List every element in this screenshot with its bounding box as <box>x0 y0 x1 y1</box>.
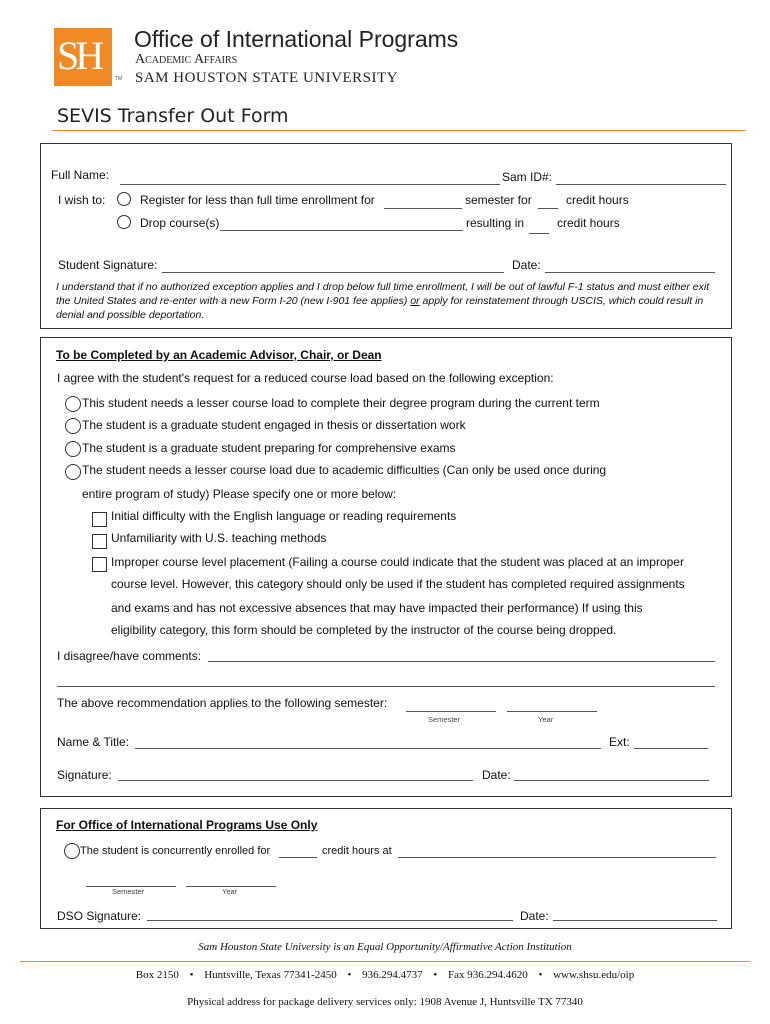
register-semester-field[interactable] <box>384 208 462 209</box>
sub-3-label-3: and exams and has not excessive absences that may have impacted their performance) If using this <box>111 601 643 615</box>
sub-3-label-4: eligibility category, this form should be completed by the instructor of the course being dropped. <box>111 623 617 637</box>
drop-course-field[interactable] <box>220 230 463 231</box>
exception-2-radio[interactable] <box>65 418 81 434</box>
disagree-label: I disagree/have comments: <box>57 649 202 663</box>
exception-3-radio[interactable] <box>65 441 81 457</box>
footer-rule <box>20 961 750 962</box>
sub-3-label: Improper course level placement (Failing a course could indicate that the student was placed at an improper <box>111 555 684 569</box>
full-name-label: Full Name: <box>51 168 110 182</box>
applies-label: The above recommendation applies to the following semester: <box>57 696 388 710</box>
sub-3-label-2: course level. However, this category should only be used if the student has completed required assignments <box>111 577 685 591</box>
dso-signature-field[interactable] <box>147 920 513 921</box>
name-title-label: Name & Title: <box>57 735 130 749</box>
register-radio[interactable] <box>117 192 131 206</box>
comments-field-1[interactable] <box>208 661 715 662</box>
concurrent-institution-field[interactable] <box>398 857 716 858</box>
advisor-semester-caption: Semester <box>428 715 461 724</box>
warning-text-2: apply for reinstatement through USCIS, which could result in denial and possible deportation. <box>56 295 704 321</box>
name-title-field[interactable] <box>135 748 601 749</box>
concurrent-credit-field[interactable] <box>279 857 317 858</box>
student-signature-label: Student Signature: <box>58 258 158 272</box>
fax-number: Fax 936.294.4620 <box>447 969 528 981</box>
exception-4-label-cont: entire program of study) Please specify one or more below: <box>82 487 397 501</box>
exception-4-label: The student needs a lesser course load due to academic difficulties (Can only be used once during <box>82 463 607 477</box>
exception-1-label: This student needs a lesser course load to complete their degree program during the current term <box>82 396 600 410</box>
sub-1-label: Initial difficulty with the English language or reading requirements <box>111 509 457 523</box>
city-address: Huntsville, Texas 77341-2450 <box>204 969 337 981</box>
exception-2-label: The student is a graduate student engaged in thesis or dissertation work <box>82 418 466 432</box>
bullet: • <box>347 969 352 981</box>
credit-hours-label-1: credit hours <box>566 193 629 207</box>
sam-id-field[interactable] <box>556 184 726 185</box>
advisor-date-field[interactable] <box>514 780 709 781</box>
bullet: • <box>538 969 543 981</box>
form-title: SEVIS Transfer Out Form <box>57 105 289 127</box>
advisor-year-caption: Year <box>538 715 554 724</box>
advisor-signature-field[interactable] <box>118 780 473 781</box>
physical-address: Physical address for package delivery services only: 1908 Avenue J, Huntsville TX 77340 <box>187 996 583 1008</box>
advisor-signature-label: Signature: <box>57 768 112 782</box>
status-warning <box>56 280 716 322</box>
concurrent-label-a: The student is concurrently enrolled for <box>80 845 271 857</box>
bullet: • <box>433 969 438 981</box>
office-year-caption: Year <box>222 887 238 896</box>
sub-3-checkbox[interactable] <box>92 557 107 572</box>
university-name: SAM HOUSTON STATE UNIVERSITY <box>135 70 398 86</box>
drop-credit-field[interactable] <box>529 233 549 234</box>
advisor-year-field[interactable] <box>507 711 597 712</box>
logo-letters: SH <box>57 33 101 78</box>
equal-opportunity: Sam Houston State University is an Equal Opportunity/Affirmative Action Institution <box>198 941 572 953</box>
semester-for-label: semester for <box>465 193 532 207</box>
credit-hours-label-2: credit hours <box>557 216 620 230</box>
ext-field[interactable] <box>634 748 708 749</box>
drop-radio[interactable] <box>117 215 131 229</box>
advisor-agree: I agree with the student's request for a reduced course load based on the following exception: <box>57 371 554 385</box>
phone-number: 936.294.4737 <box>362 969 423 981</box>
concurrent-radio[interactable] <box>64 843 80 859</box>
student-signature-field[interactable] <box>162 272 504 273</box>
student-date-label: Date: <box>512 258 541 272</box>
contact-line <box>0 969 770 981</box>
logo-tm: TM <box>115 76 123 82</box>
dso-signature-label: DSO Signature: <box>57 909 142 923</box>
advisor-date-label: Date: <box>482 768 511 782</box>
register-label: Register for less than full time enrollment for <box>140 193 375 207</box>
student-date-field[interactable] <box>545 272 715 273</box>
comments-field-2[interactable] <box>57 686 715 687</box>
bullet: • <box>189 969 194 981</box>
sub-2-label: Unfamiliarity with U.S. teaching methods <box>111 531 327 545</box>
resulting-in-label: resulting in <box>466 216 525 230</box>
i-wish-label: I wish to: <box>58 193 106 207</box>
office-title: Office of International Programs <box>134 26 459 52</box>
register-credit-field[interactable] <box>538 208 558 209</box>
dso-date-label: Date: <box>520 909 549 923</box>
sam-id-label: Sam ID#: <box>502 170 553 184</box>
dso-date-field[interactable] <box>553 920 717 921</box>
sub-2-checkbox[interactable] <box>92 534 107 549</box>
advisor-semester-field[interactable] <box>406 711 496 712</box>
title-rule <box>52 130 746 131</box>
shsu-logo <box>54 28 112 86</box>
academic-affairs: Academic Affairs <box>135 52 238 67</box>
sub-1-checkbox[interactable] <box>92 512 107 527</box>
box-address: Box 2150 <box>135 969 179 981</box>
exception-1-radio[interactable] <box>65 396 81 412</box>
ext-label: Ext: <box>609 735 630 749</box>
exception-3-label: The student is a graduate student preparing for comprehensive exams <box>82 441 456 455</box>
office-use-heading: For Office of International Programs Use Only <box>56 818 318 832</box>
concurrent-label-b: credit hours at <box>322 845 392 857</box>
full-name-field[interactable] <box>120 184 500 185</box>
office-semester-caption: Semester <box>112 887 145 896</box>
warning-text-1: I understand that if no authorized exception applies and I drop below full time enrollment, I will be out of lawful F-1 status and must either exit the United States and re-enter with a new Form I-20 (new I-901 fee applies) <box>56 281 710 307</box>
warning-or: or <box>410 295 420 307</box>
advisor-heading: To be Completed by an Academic Advisor, Chair, or Dean <box>56 348 382 362</box>
exception-4-radio[interactable] <box>65 464 81 480</box>
drop-label: Drop course(s) <box>140 216 220 230</box>
website-link[interactable]: www.shsu.edu/oip <box>553 969 635 981</box>
